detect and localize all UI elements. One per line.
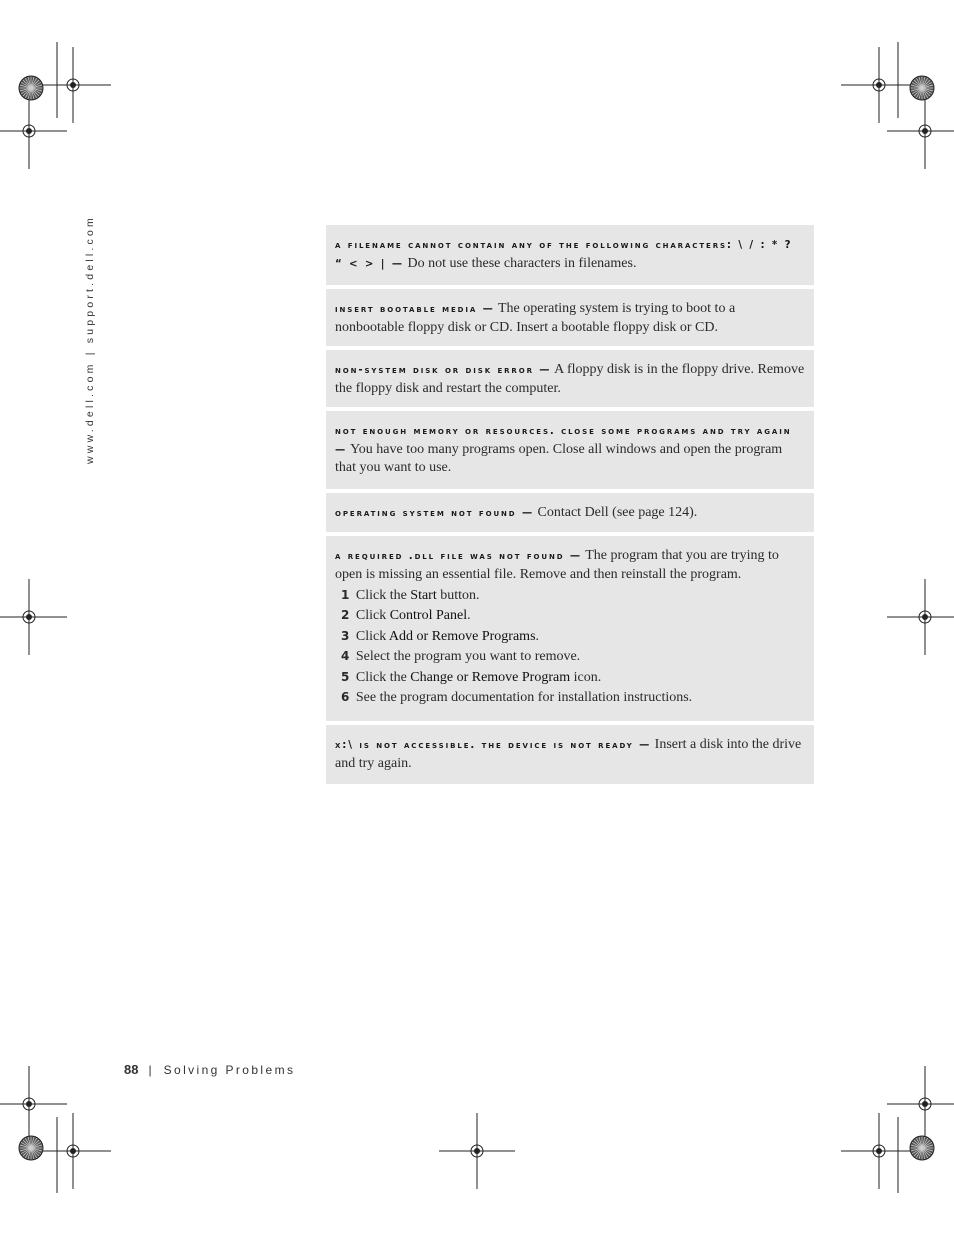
message-non-system-disk [326, 350, 814, 407]
message-insert-bootable-media [326, 289, 814, 346]
step-text: button. [436, 588, 480, 603]
step-number: 5 [341, 669, 350, 684]
message-title: a filename cannot contain any of the following characters: \ / : * ? “ < > | — [335, 240, 793, 270]
message-body: Insert a disk into the drive and try again. [335, 737, 802, 771]
step-number: 1 [341, 588, 350, 602]
reinstall-steps [335, 587, 805, 706]
step-text: icon. [570, 669, 602, 685]
step-text: See the program documentation for installation instructions. [355, 690, 693, 706]
step-item [341, 587, 805, 604]
message-body: You have too many programs open. Close all windows and open the program that you want to use. [335, 441, 783, 475]
registration-dot [26, 1101, 32, 1107]
step-item [341, 669, 805, 686]
message-title: operating system not found — [335, 507, 535, 519]
message-title: a required .dll file was not found — [335, 551, 582, 562]
step-text: Select the program you want to remove. [355, 649, 581, 665]
message-title: insert bootable media — [335, 304, 495, 315]
step-number: 6 [341, 690, 350, 705]
message-body: A floppy disk is in the floppy drive. Remove the floppy disk and restart the computer. [335, 362, 805, 396]
step-item [341, 689, 805, 706]
message-not-enough-memory [326, 411, 814, 489]
message-filename-characters [326, 225, 814, 285]
message-body: Do not use these characters in filenames. [403, 255, 637, 271]
step-ui-term: Start [410, 588, 437, 603]
message-title: x:\ is not accessible. the device is not ready — [335, 740, 652, 752]
step-text: Click the [355, 588, 411, 603]
registration-dot [876, 1148, 882, 1154]
step-text: Click [355, 608, 390, 624]
registration-dot [26, 128, 32, 134]
message-os-not-found [326, 493, 814, 533]
registration-dot [922, 614, 928, 620]
registration-dot [70, 1148, 76, 1154]
footer-separator: | [148, 1063, 152, 1077]
error-message-list [326, 225, 814, 788]
message-body: Contact Dell (see page 124). [534, 504, 698, 520]
registration-dot [876, 82, 882, 88]
registration-dot [70, 82, 76, 88]
message-dll-not-found [326, 536, 814, 721]
registration-dot [922, 128, 928, 134]
message-body: The program that you are trying to open is missing an essential file. Remove and then reinstall the program. [335, 548, 779, 582]
step-text: Click the [355, 669, 411, 685]
step-ui-term: Add or Remove Programs [388, 628, 536, 644]
section-name: Solving Problems [163, 1063, 296, 1077]
step-item [341, 607, 805, 624]
step-number: 3 [341, 628, 350, 643]
step-item [341, 628, 805, 645]
page-number: 88 [124, 1062, 139, 1077]
step-number: 2 [341, 608, 350, 623]
message-body: The operating system is trying to boot to a nonbootable floppy disk or CD. Insert a bootable floppy disk or CD. [335, 301, 736, 335]
step-item [341, 648, 805, 665]
message-device-not-ready [326, 725, 814, 784]
step-text: Click [355, 628, 389, 644]
step-text: . [467, 608, 471, 624]
step-number: 4 [341, 649, 350, 664]
sidebar-url: www.dell.com | support.dell.com [84, 215, 96, 464]
step-ui-term: Control Panel [389, 608, 468, 624]
registration-dot [922, 1101, 928, 1107]
message-title: not enough memory or resources. close some programs and try again — [335, 426, 792, 456]
message-title: non-system disk or disk error — [335, 365, 552, 376]
registration-dot [26, 614, 32, 620]
step-ui-term: Change or Remove Program [410, 669, 571, 685]
registration-dot [474, 1148, 480, 1154]
step-text: . [535, 628, 540, 644]
page-footer [124, 1062, 295, 1077]
